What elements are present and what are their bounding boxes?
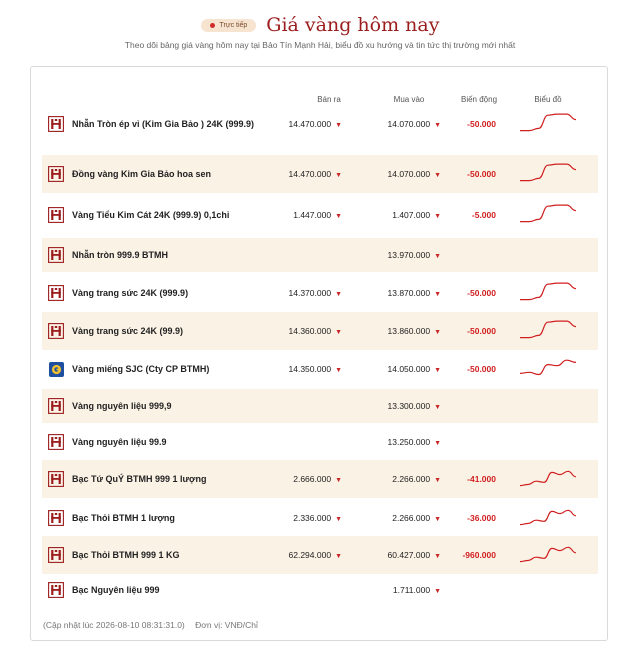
page-header: [0, 10, 640, 40]
trend-sparkline[interactable]: [516, 200, 580, 230]
down-arrow-icon: ▼: [434, 367, 441, 374]
sell-price: [242, 210, 342, 220]
down-arrow-icon: ▼: [434, 516, 441, 523]
sell-price-value: 2.336.000: [293, 513, 332, 523]
product-name: Vàng trang sức 24K (999.9): [72, 288, 189, 298]
buy-price: [342, 288, 441, 298]
live-dot-icon: [210, 23, 215, 28]
table-footer: [43, 620, 258, 630]
page-subtitle: Theo dõi bảng giá vàng hôm nay tại Bảo Tín Mạnh Hải, biểu đồ xu hướng và tin tức thị trường mới nhất: [124, 40, 516, 50]
down-arrow-icon: ▼: [434, 122, 441, 129]
down-arrow-icon: ▼: [335, 516, 342, 523]
trend-line: [520, 471, 576, 485]
buy-price-value: 1.407.000: [392, 210, 431, 220]
table-row[interactable]: [42, 460, 598, 498]
updated-timestamp: (Cập nhật lúc 2026-08-10 08:31:31.0): [43, 620, 185, 630]
trend-sparkline[interactable]: [516, 354, 580, 384]
down-arrow-icon: ▼: [335, 367, 342, 374]
buy-price: [342, 119, 441, 129]
buy-price: [342, 585, 441, 595]
trend-line: [520, 205, 576, 222]
btmh-logo-icon: [48, 116, 64, 132]
down-arrow-icon: ▼: [434, 440, 441, 447]
sjc-logo-icon: [48, 361, 64, 377]
sell-price: [242, 326, 342, 336]
btmh-logo-icon: [48, 547, 64, 563]
sell-price-value: 1.447.000: [293, 210, 332, 220]
product-name: Nhẫn Tròn ép vỉ (Kim Gia Bảo ) 24K (999.9): [72, 119, 255, 129]
buy-price-value: 13.250.000: [387, 437, 431, 447]
btmh-logo-icon: [48, 323, 64, 339]
live-badge: [201, 19, 257, 32]
btmh-logo-icon: [48, 510, 64, 526]
table-row[interactable]: [42, 389, 598, 423]
product-name: Vàng Tiểu Kim Cát 24K (999.9) 0,1chỉ: [72, 210, 230, 220]
down-arrow-icon: ▼: [434, 172, 441, 179]
product-name: Vàng nguyên liệu 99.9: [72, 437, 167, 447]
buy-price-value: 2.266.000: [392, 474, 431, 484]
btmh-logo-icon: [48, 285, 64, 301]
buy-price-value: 14.050.000: [387, 364, 431, 374]
product-name: Bạc Tứ QuÝ BTMH 999 1 lượng: [72, 474, 207, 484]
down-arrow-icon: ▼: [335, 122, 342, 129]
price-table-card: [30, 66, 608, 641]
trend-line: [520, 547, 576, 561]
buy-price-value: 60.427.000: [387, 550, 431, 560]
product-name: Vàng trang sức 24K (99.9): [72, 326, 184, 336]
trend-sparkline[interactable]: [516, 109, 580, 139]
table-row[interactable]: [42, 350, 598, 388]
product-name: Vàng miếng SJC (Cty CP BTMH): [72, 364, 210, 374]
trend-sparkline[interactable]: [516, 278, 580, 308]
sell-price-value: 14.360.000: [288, 326, 332, 336]
price-change: -50.000: [467, 169, 496, 179]
sell-price-value: 62.294.000: [288, 550, 332, 560]
table-row[interactable]: [42, 105, 598, 143]
btmh-logo-icon: [48, 471, 64, 487]
price-change: -50.000: [467, 288, 496, 298]
product-name: Bạc Thỏi BTMH 1 lượng: [72, 513, 175, 523]
column-header-sell: Bán ra: [317, 95, 341, 104]
column-header-buy: Mua vào: [393, 95, 425, 104]
sell-price-value: 14.470.000: [288, 119, 332, 129]
trend-line: [520, 164, 576, 181]
buy-price: [342, 550, 441, 560]
down-arrow-icon: ▼: [434, 253, 441, 260]
buy-price: [342, 474, 441, 484]
down-arrow-icon: ▼: [434, 553, 441, 560]
buy-price: [342, 401, 441, 411]
price-change: -960.000: [462, 550, 496, 560]
trend-sparkline[interactable]: [516, 159, 580, 189]
sell-price: [242, 288, 342, 298]
buy-price-value: 1.711.000: [392, 585, 431, 595]
buy-price-value: 13.300.000: [387, 401, 431, 411]
price-change: -36.000: [467, 513, 496, 523]
product-name: Bạc Thỏi BTMH 999 1 KG: [72, 550, 180, 560]
trend-line: [520, 283, 576, 300]
btmh-logo-icon: [48, 434, 64, 450]
down-arrow-icon: ▼: [335, 172, 342, 179]
column-header-chart: Biểu đồ: [534, 95, 562, 104]
sell-price-value: 14.470.000: [288, 169, 332, 179]
btmh-logo-icon: [48, 166, 64, 182]
table-row[interactable]: [42, 238, 598, 272]
live-badge-label: Trực tiếp: [219, 21, 248, 29]
price-change: -50.000: [467, 119, 496, 129]
table-row[interactable]: [42, 536, 598, 574]
btmh-logo-icon: [48, 398, 64, 414]
down-arrow-icon: ▼: [434, 477, 441, 484]
sell-price: [242, 119, 342, 129]
buy-price-value: 14.070.000: [387, 169, 431, 179]
down-arrow-icon: ▼: [434, 213, 441, 220]
down-arrow-icon: ▼: [434, 404, 441, 411]
price-change: -5.000: [471, 210, 496, 220]
column-header-change: Biến động: [460, 95, 498, 104]
down-arrow-icon: ▼: [434, 329, 441, 336]
product-name: Bạc Nguyên liệu 999: [72, 585, 160, 595]
trend-sparkline[interactable]: [516, 540, 580, 570]
table-row[interactable]: [42, 499, 598, 537]
buy-price: [342, 326, 441, 336]
buy-price: [342, 364, 441, 374]
trend-sparkline[interactable]: [516, 503, 580, 533]
price-unit: Đơn vị: VNĐ/Chỉ: [195, 620, 258, 630]
sell-price: [242, 550, 342, 560]
trend-line: [520, 114, 576, 131]
page-title: Giá vàng hôm nay: [266, 14, 440, 36]
trend-line: [520, 321, 576, 338]
down-arrow-icon: ▼: [434, 588, 441, 595]
buy-price: [342, 437, 441, 447]
product-name: Đồng vàng Kim Gia Bảo hoa sen: [72, 169, 212, 179]
sell-price-value: 14.370.000: [288, 288, 332, 298]
table-row[interactable]: [42, 274, 598, 312]
down-arrow-icon: ▼: [335, 213, 342, 220]
buy-price-value: 14.070.000: [387, 119, 431, 129]
down-arrow-icon: ▼: [335, 291, 342, 298]
sell-price: [242, 513, 342, 523]
trend-line: [520, 510, 576, 524]
buy-price-value: 13.870.000: [387, 288, 431, 298]
price-change: -50.000: [467, 364, 496, 374]
table-row[interactable]: [42, 573, 598, 607]
buy-price: [342, 169, 441, 179]
trend-sparkline[interactable]: [516, 316, 580, 346]
trend-sparkline[interactable]: [516, 464, 580, 494]
sell-price: [242, 364, 342, 374]
buy-price-value: 13.860.000: [387, 326, 431, 336]
table-row[interactable]: [42, 312, 598, 350]
table-row[interactable]: [42, 155, 598, 193]
price-change: -41.000: [467, 474, 496, 484]
sell-price: [242, 169, 342, 179]
down-arrow-icon: ▼: [434, 291, 441, 298]
trend-line: [520, 360, 576, 374]
btmh-logo-icon: [48, 582, 64, 598]
buy-price: [342, 513, 441, 523]
sell-price-value: 14.350.000: [288, 364, 332, 374]
down-arrow-icon: ▼: [335, 477, 342, 484]
btmh-logo-icon: [48, 207, 64, 223]
table-row[interactable]: [42, 196, 598, 234]
product-name: Nhẫn tròn 999.9 BTMH: [72, 250, 169, 260]
product-name: Vàng nguyên liệu 999,9: [72, 401, 172, 411]
table-row[interactable]: [42, 425, 598, 459]
price-change: -50.000: [467, 326, 496, 336]
down-arrow-icon: ▼: [335, 329, 342, 336]
buy-price: [342, 250, 441, 260]
btmh-logo-icon: [48, 247, 64, 263]
sell-price-value: 2.666.000: [293, 474, 332, 484]
down-arrow-icon: ▼: [335, 553, 342, 560]
sell-price: [242, 474, 342, 484]
buy-price-value: 13.970.000: [387, 250, 431, 260]
buy-price-value: 2.266.000: [392, 513, 431, 523]
buy-price: [342, 210, 441, 220]
